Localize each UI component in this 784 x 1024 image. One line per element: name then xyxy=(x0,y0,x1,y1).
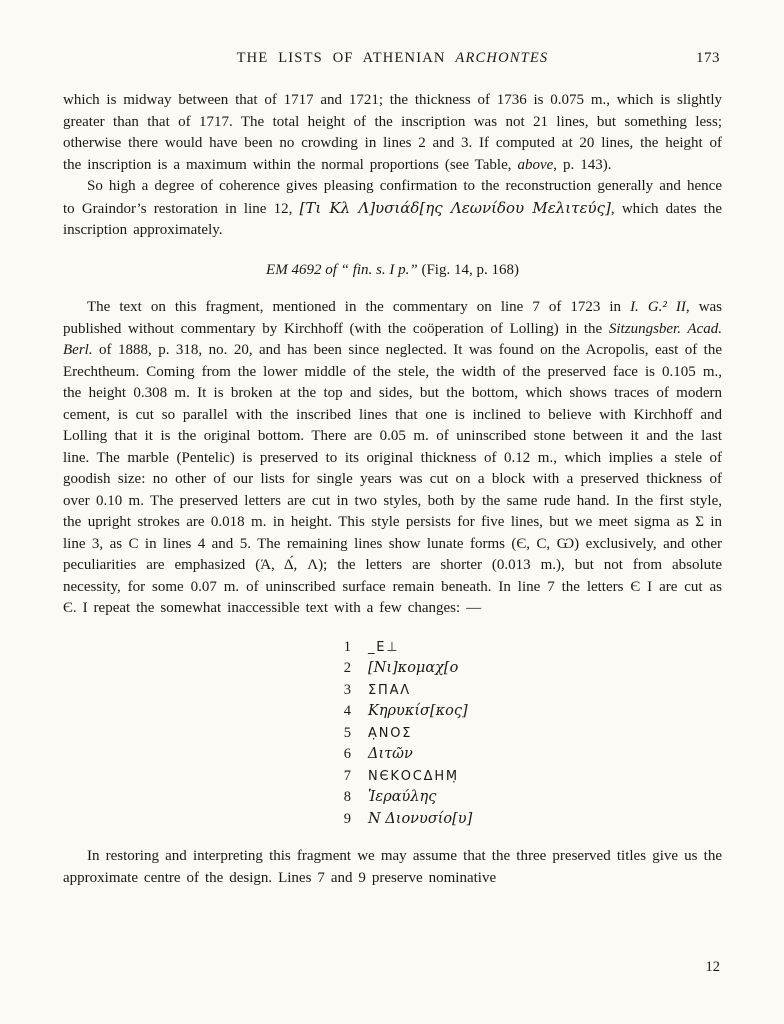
page-header xyxy=(63,50,722,66)
inscription-line xyxy=(335,766,722,788)
inscription-line xyxy=(335,744,722,766)
paragraph-continuation xyxy=(63,90,722,176)
inscription-line-text: Α̣ΝΟΣ xyxy=(368,725,413,741)
p3-text-c: , was published without commentary by Kirchhoff (with the coöperation of Lolling) in the xyxy=(63,299,723,337)
p4-text: In restoring and interpreting this fragment we may assume that the three preserved titles give us the approximate centre of the design. Lines 7 and 9 preserve nominative xyxy=(63,848,722,886)
inscription-line-number: 4 xyxy=(343,703,351,719)
paragraph-restoring xyxy=(63,846,722,889)
p3-italic-ig: I. G.² II xyxy=(630,299,686,315)
page-number: 173 xyxy=(696,50,720,66)
inscription-line-number: 1 xyxy=(343,638,351,655)
inscription-line-text: Κηρυκίσ[κος] xyxy=(368,703,468,719)
inscription-line xyxy=(335,658,722,680)
signature-number: 12 xyxy=(705,958,720,975)
running-title-italic: ARCHONTES xyxy=(455,50,549,66)
inscription-line-text: Ἱεραύλης xyxy=(368,789,437,805)
running-title-roman: THE LISTS OF ATHENIAN xyxy=(236,50,456,66)
inscription-line-text: Ν Διονυσίο[υ] xyxy=(368,810,473,827)
inscription-line-number: 8 xyxy=(343,789,351,805)
p2-text-c: , which dates the inscription approximately. xyxy=(63,200,722,238)
inscription-line xyxy=(335,723,722,745)
inscription-line-number: 6 xyxy=(343,746,351,762)
inscription-line xyxy=(335,701,722,723)
p3-text-e: of 1888, p. 318, no. 20, and has been since neglected. It was found on the Acropolis, east of the Erechtheum. Coming from the lower middle of the stele, the width of the preserved face is 0.105 m., the height 0.308 m. It is broken at the top and sides, but the bottom, which shows traces of modern cement, is cut so parallel with the inscribed lines that one is inclined to believe with Kirchhoff and Lolling that it is the original bottom. There are 0.05 m. of uninscribed stone between it and the last line. The marble (Pentelic) is preserved to its original thickness of 0.12 m., which implies a stele of goodish size: no other of our lists for single years was cut on a block with a preserved thickness of over 0.10 m. The preserved letters are cut in two styles, both by the same rude hand. In the first style, the upright strokes are 0.018 m. in height. This style persists for five lines, but we meet sigma as Σ in line 3, as Ϲ in lines 4 and 5. The remaining lines show lunate forms (Є, Ϲ, Ѡ) exclusively, and other peculiarities are emphasized (Ά, Δ́, Ʌ); the letters are shorter (0.013 m.), but not from absolute necessity, for some 0.07 m. of uninscribed surface remain beneath. In line 7 the letters Є Ι are cut as Є. I repeat the somewhat inaccessible text with a few changes: — xyxy=(63,342,722,616)
p2-greek: [Τι Κλ Λ]υσιάδ[ης Λεωνίδου Μελιτεύς] xyxy=(299,198,611,217)
paragraph-coherence xyxy=(63,176,722,242)
inscription-line-number: 2 xyxy=(343,660,351,676)
inscription-line-text: Διτῶν xyxy=(368,746,413,762)
p3-text-a: The text on this fragment, mentioned in the commentary on line 7 of 1723 in xyxy=(87,299,631,315)
paragraph-description xyxy=(63,297,722,620)
inscription-line xyxy=(335,637,722,659)
inscription-block xyxy=(335,637,722,831)
section-heading xyxy=(63,260,722,282)
p1-italic: above xyxy=(517,156,554,173)
inscription-line-text: _Ε⊥ xyxy=(368,639,400,655)
inscription-line xyxy=(335,809,722,831)
section-heading-italic: EM 4692 of “ fin. s. I p.” xyxy=(266,261,418,278)
p1-text-c: , p. 143). xyxy=(553,156,612,173)
inscription-line xyxy=(335,787,722,809)
inscription-line-number: 9 xyxy=(343,810,351,827)
p3-italic-sitzungsber: Sitzungsber. Acad. Berl. xyxy=(63,320,722,358)
inscription-line-text: [Νι]κομαχ[ο xyxy=(368,660,459,676)
inscription-line xyxy=(335,680,722,702)
section-heading-roman: (Fig. 14, p. 168) xyxy=(417,261,519,278)
p2-text-a: So high a degree of coherence gives pleasing confirmation to the reconstruction generally and hence to Graindor’s restoration in line 12, xyxy=(63,178,722,217)
inscription-line-number: 7 xyxy=(343,767,351,784)
inscription-line-text: ΣΠΑΛ xyxy=(368,682,411,698)
p1-text-a: which is midway between that of 1717 and 1721; the thickness of 1736 is 0.075 m., which is slightly greater than that of 1717. The total height of the inscription was not 21 lines, but something less; otherwise there would have been no crowding in lines 2 and 3. If computed at 20 lines, the height of the inscription is a maximum within the normal proportions (see Table, xyxy=(63,92,722,173)
inscription-line-number: 3 xyxy=(343,681,351,698)
inscription-line-number: 5 xyxy=(343,724,351,741)
inscription-line-text: ΝЄΚΟϹΔΗΜ̣ xyxy=(368,768,459,784)
running-title xyxy=(63,50,722,66)
